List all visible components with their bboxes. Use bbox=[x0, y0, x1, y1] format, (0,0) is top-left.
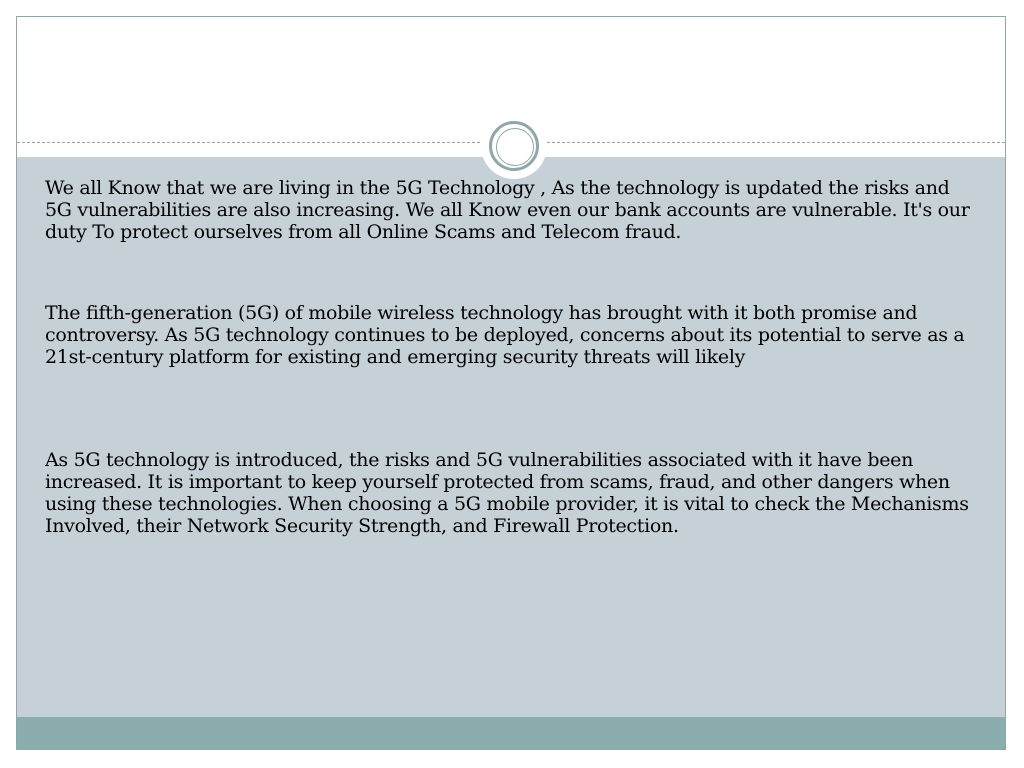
ornament-inner-ring bbox=[496, 128, 534, 166]
footer-band bbox=[17, 717, 1005, 750]
paragraph-5g-risks: We all Know that we are living in the 5G Technology , As the technology is updated the risks and 5G vulnerabilities are also increasing. We all Know even our bank accounts are vulnerable. It's our duty To protect ourselves from all Online Scams and Telecom fraud. bbox=[45, 177, 970, 243]
slide bbox=[16, 16, 1006, 750]
paragraph-5g-protection: As 5G technology is introduced, the risks and 5G vulnerabilities associated with it have been increased. It is important to keep yourself protected from scams, fraud, and other dangers when using these technologies. When choosing a 5G mobile provider, it is vital to check the Mechanisms Involved, their Network Security Strength, and Firewall Protection. bbox=[45, 449, 969, 537]
paragraph-5g-promise: The fifth-generation (5G) of mobile wireless technology has brought with it both promise and controversy. As 5G technology continues to be deployed, concerns about its potential to serve as a 21st-century platform for existing and emerging security threats will likely bbox=[45, 302, 965, 368]
